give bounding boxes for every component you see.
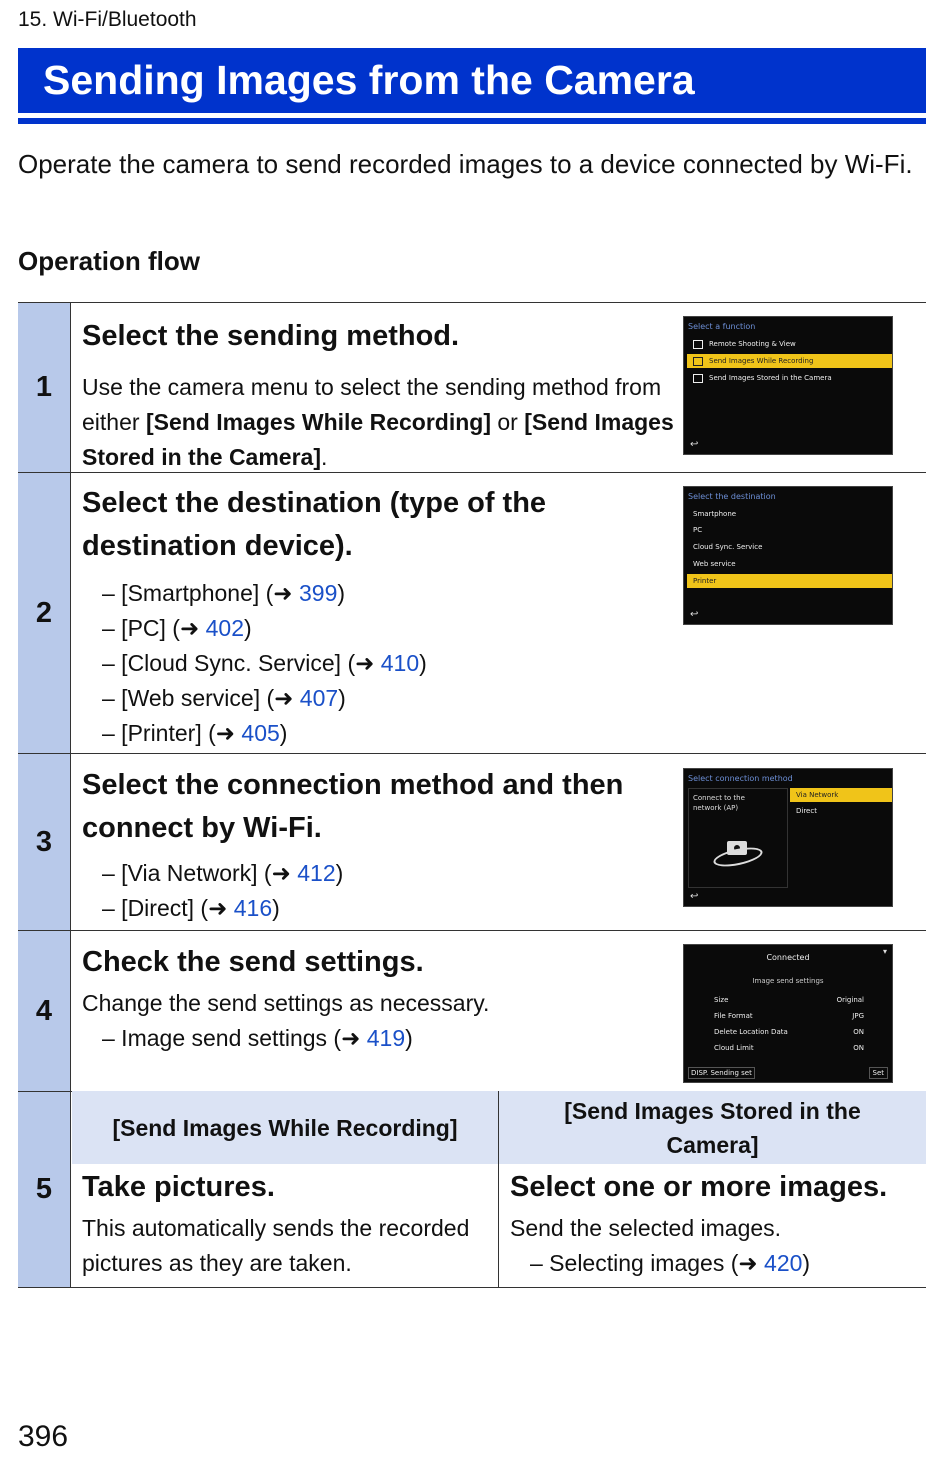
list-item: – [Smartphone] (➜ 399): [102, 580, 346, 606]
connect-info-panel: Connect to the network (AP): [688, 788, 788, 888]
step-heading: Select the connection method and then connect by Wi-Fi.: [82, 769, 624, 844]
camera-screen-connection-method: Select connection method Connect to the network (AP) Via Network Direct ↩: [683, 768, 893, 907]
back-icon: ↩: [690, 609, 699, 620]
back-icon: ↩: [690, 891, 699, 902]
camera-wifi-icon: [713, 837, 763, 869]
column-divider: [498, 1091, 499, 1287]
title-underline: [18, 118, 926, 124]
camera-screen-select-function: Select a function Remote Shooting & View Send Images While Recording Send Images Stored in the Camera ↩: [683, 316, 893, 455]
step-text: Use the camera menu to select the sending method from either [Send Images While Recording] or [Send Images Stored in the Camera].: [82, 374, 674, 470]
option-send-stored: [Send Images Stored in the Camera]: [82, 409, 674, 470]
remote-icon: [693, 340, 703, 349]
section-label: 15. Wi-Fi/Bluetooth: [18, 8, 197, 31]
page-link[interactable]: 399: [298, 580, 338, 606]
page-number: 396: [18, 1420, 69, 1453]
step-number: 2: [18, 473, 71, 753]
step-heading: Select the sending method.: [82, 320, 460, 352]
send-stored-icon: [693, 374, 703, 383]
step-text: Send the selected images.: [510, 1215, 782, 1241]
page-link[interactable]: 405: [241, 720, 280, 746]
step-heading: Take pictures.: [82, 1171, 275, 1203]
step-heading: Select one or more images.: [510, 1171, 888, 1203]
left-column: [82, 1166, 492, 1281]
camera-screen-select-destination: Select the destination Smartphone PC Cloud Sync. Service Web service Printer ↩: [683, 486, 893, 625]
page-link[interactable]: 410: [380, 650, 420, 676]
list-item: – [PC] (➜ 402): [102, 615, 252, 641]
page-link[interactable]: 412: [297, 860, 336, 886]
list-item: – [Web service] (➜ 407): [102, 685, 346, 711]
page-link[interactable]: 419: [366, 1025, 406, 1051]
step-number: 1: [18, 303, 71, 472]
right-column: [510, 1166, 922, 1281]
camera-screen-send-settings: Connected ▾ Image send settings Size Original File Format JPG Delete Location Data ON Cloud Limit ON DISP. Sending set Set: [683, 944, 893, 1083]
step-heading: Select the destination (type of the destination device).: [82, 487, 547, 562]
intro-text: Operate the camera to send recorded images to a device connected by Wi-Fi.: [18, 149, 913, 179]
list-item: – [Via Network] (➜ 412): [102, 860, 344, 886]
back-icon: ↩: [690, 439, 699, 450]
page-link[interactable]: 420: [764, 1250, 803, 1276]
page-link[interactable]: 402: [205, 615, 244, 641]
step-text: Change the send settings as necessary.: [82, 990, 490, 1016]
list-item: – [Printer] (➜ 405): [102, 720, 288, 746]
step-number: 5: [18, 1092, 71, 1287]
send-icon: [693, 357, 703, 366]
column-header-while-recording: [Send Images While Recording]: [72, 1091, 498, 1164]
list-item: – [Direct] (➜ 416): [102, 895, 280, 921]
step-heading: Check the send settings.: [82, 946, 424, 978]
page-title: Sending Images from the Camera: [18, 48, 926, 113]
step-number: 4: [18, 931, 71, 1091]
page-link[interactable]: 407: [299, 685, 339, 711]
operation-flow-heading: Operation flow: [18, 246, 200, 276]
wifi-icon: ▾: [882, 947, 887, 956]
list-item: – Image send settings (➜ 419): [102, 1025, 413, 1051]
list-item: – [Cloud Sync. Service] (➜ 410): [102, 650, 427, 676]
page-link[interactable]: 416: [233, 895, 273, 921]
option-send-while-recording: [Send Images While Recording]: [145, 409, 491, 435]
table-bottom-border: [18, 1287, 926, 1288]
column-header-stored: [Send Images Stored in the Camera]: [499, 1091, 926, 1164]
list-item: – Selecting images (➜ 420): [530, 1250, 811, 1276]
step-number: 3: [18, 754, 71, 930]
step-text: This automatically sends the recorded pictures as they are taken.: [82, 1215, 470, 1276]
